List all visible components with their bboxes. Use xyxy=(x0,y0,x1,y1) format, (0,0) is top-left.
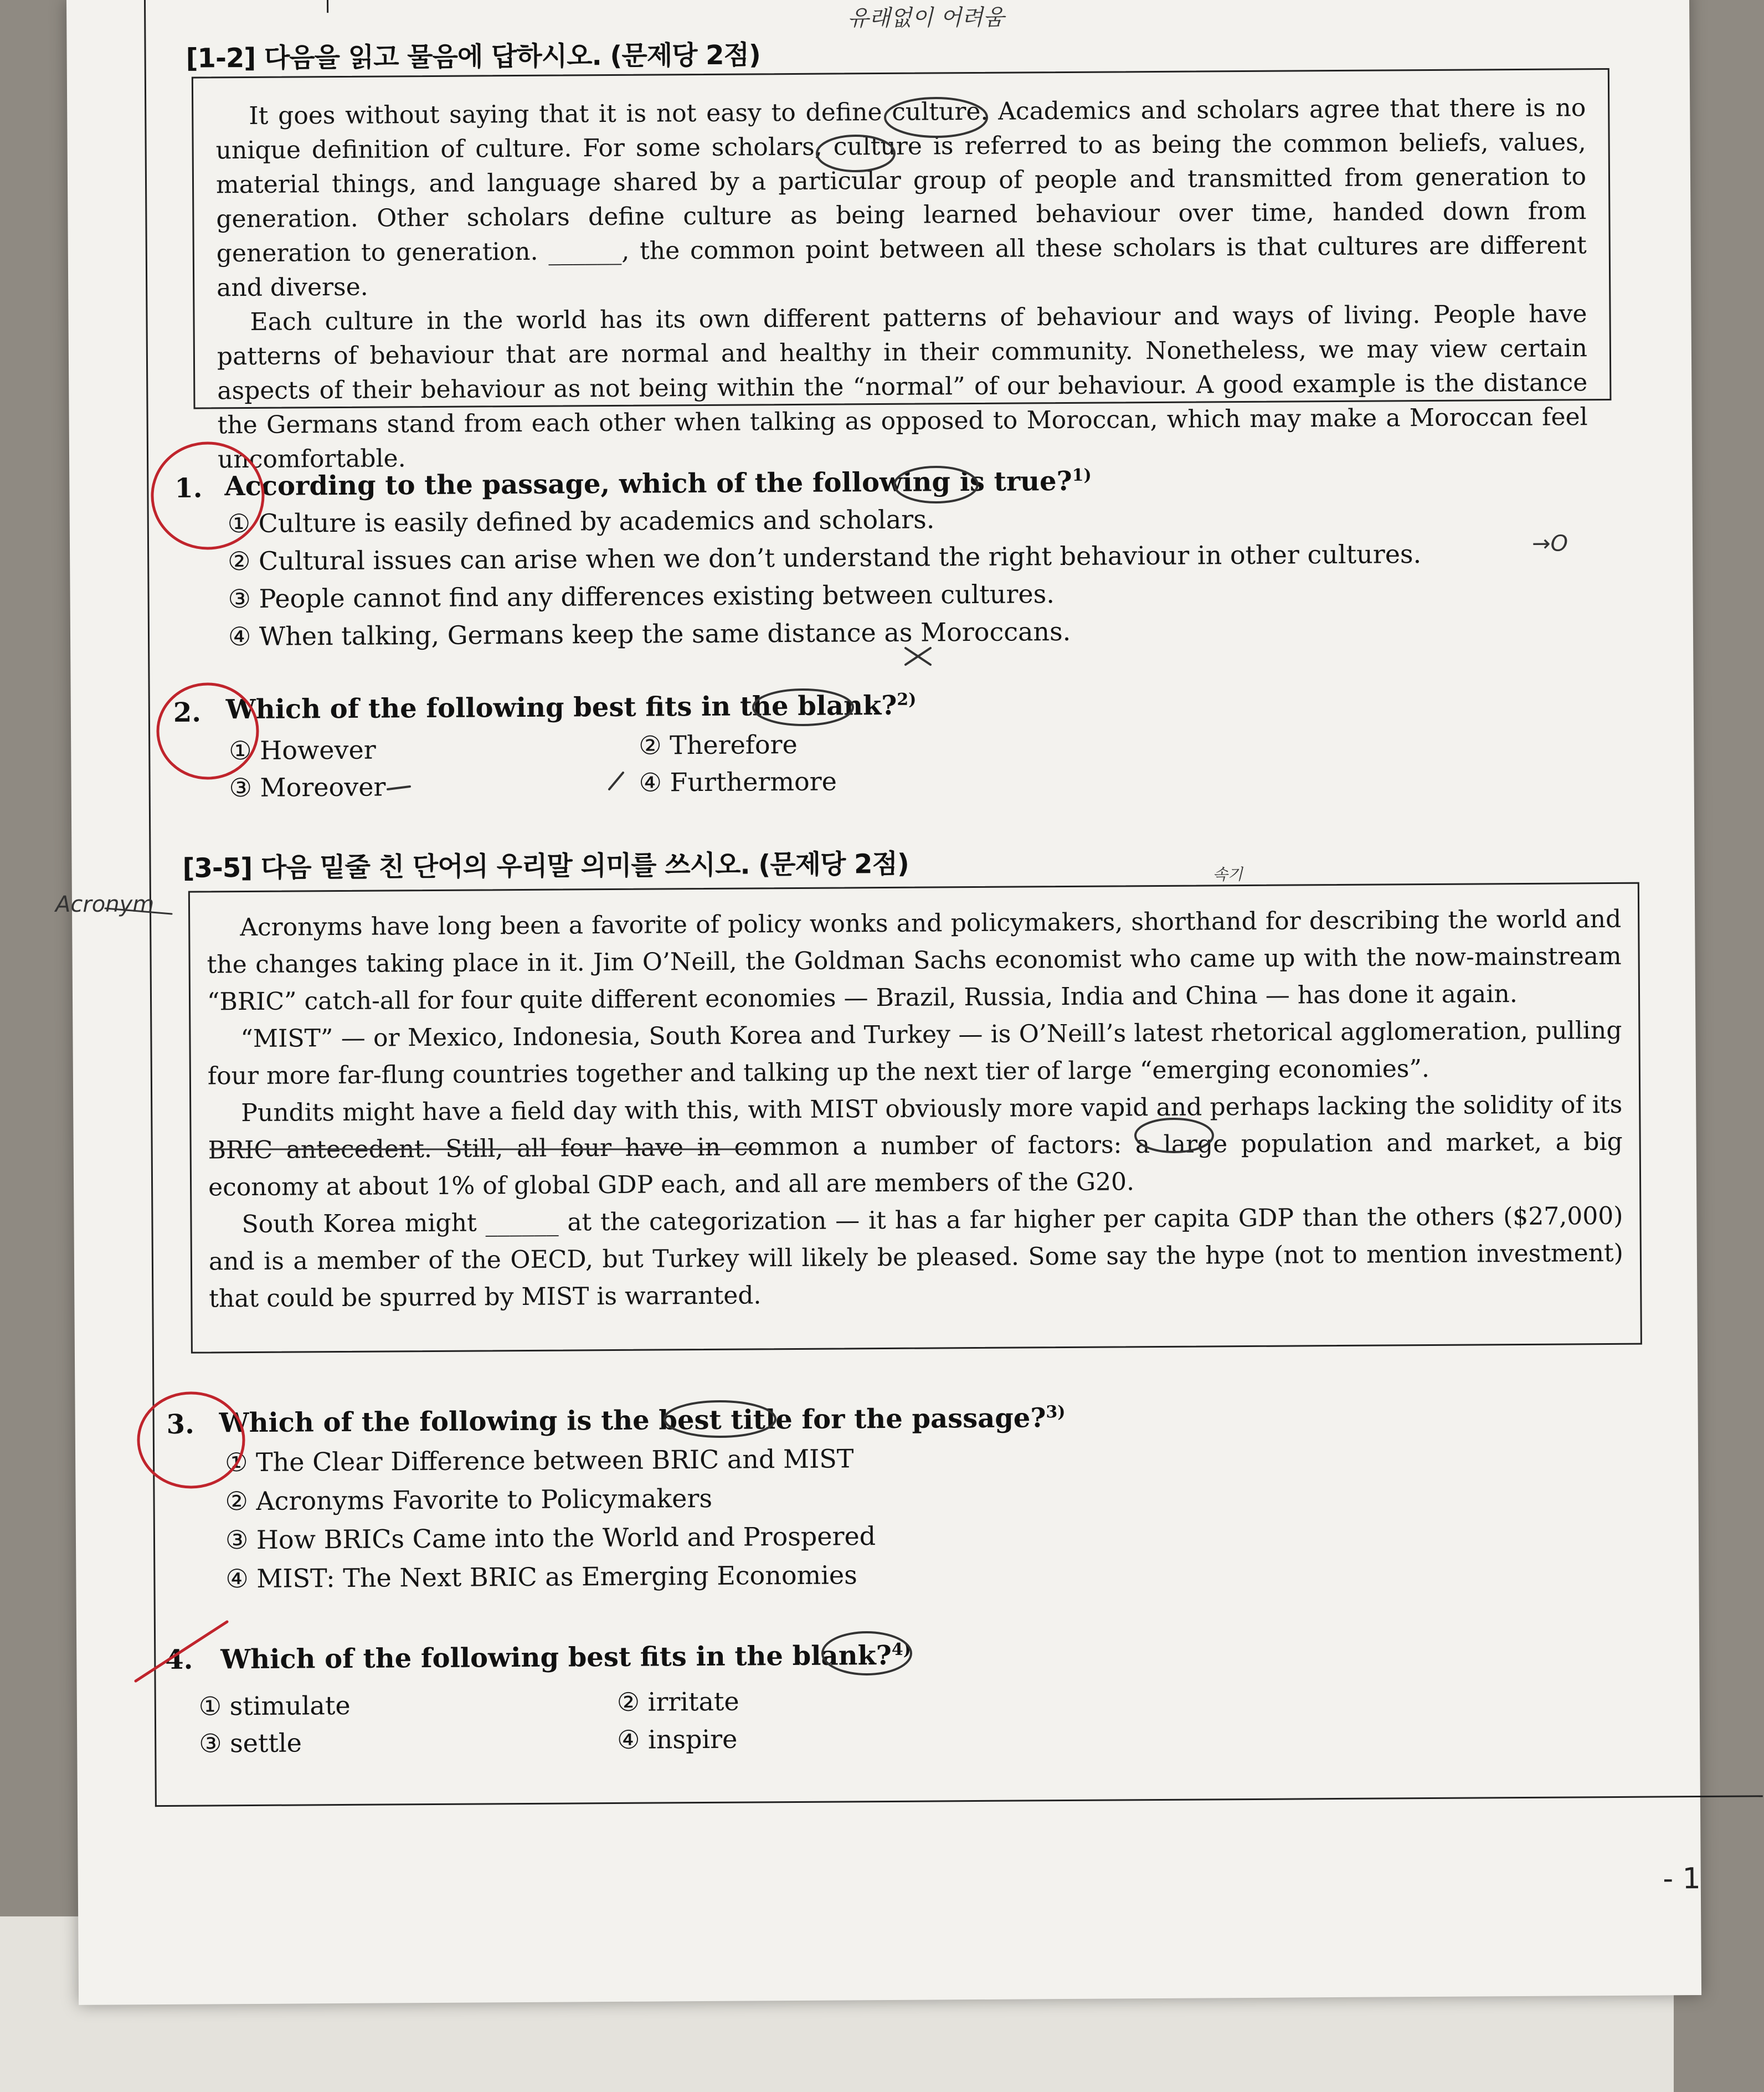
q4-option-2[interactable]: ② irritate xyxy=(616,1686,739,1717)
q1-option-2[interactable]: ② Cultural issues can arise when we don’t understand the right behaviour in other cultures. xyxy=(228,539,1422,577)
passage-1-box xyxy=(192,68,1612,474)
question-4-stem: Which of the following best fits in the blank?$^{4)}$ xyxy=(220,1639,912,1675)
handwritten-margin-note: Acronym xyxy=(55,892,155,917)
exam-sheet xyxy=(66,0,1701,2005)
section-heading-1-2: [1-2] 다음을 읽고 물음에 답하시오. (문제당 2점) xyxy=(186,39,761,74)
question-2-stem: Which of the following best fits in the blank?$^{2)}$ xyxy=(225,690,917,726)
handwritten-q1-mark: →O xyxy=(1531,531,1568,557)
handwritten-top-note: 유래없이 어려움 xyxy=(847,4,1005,32)
q3-option-1[interactable]: ① The Clear Difference between BRIC and MIST xyxy=(224,1443,854,1478)
q3-option-4[interactable]: ④ MIST: The Next BRIC as Emerging Economies xyxy=(225,1560,857,1594)
passage-2-paragraph-2: “MIST” — or Mexico, Indonesia, South Korea and Turkey — is O’Neill’s latest rhetorical agglomeration, pulling four more far-flung countries together and talking up the next tier of large “emerging economies”. xyxy=(207,1016,1622,1091)
q4-option-4[interactable]: ④ inspire xyxy=(617,1724,738,1755)
handwritten-note-shorthand: 속기 xyxy=(1212,865,1243,884)
question-1-stem: According to the passage, which of the following is true?$^{1)}$ xyxy=(224,465,1092,502)
passage-2-paragraph-1: Acronyms have long been a favorite of policy wonks and policymakers, shorthand for describing the world and the changes taking place in it. Jim O’Neill, the Goldman Sachs economist who came up with the now-mainstream “BRIC” catch-all for four quite different economies — Brazil, Russia, India and China — has done it again. xyxy=(207,904,1622,1016)
page-number: - 1 xyxy=(1663,1862,1701,1896)
q4-option-1[interactable]: ① stimulate xyxy=(198,1690,351,1721)
passage-2-paragraph-4: South Korea might ______ at the categorization — it has a far higher per capita GDP than the others ($27,000) and is a member of the OECD, but Turkey will likely be pleased. Some say the hype (not to mention investment) that could be spurred by MIST is warranted. xyxy=(208,1201,1624,1313)
question-1-number: 1. xyxy=(174,472,203,504)
q2-option-4[interactable]: ④ Furthermore xyxy=(639,766,837,798)
q1-option-3[interactable]: ③ People cannot find any differences existing between cultures. xyxy=(228,579,1055,614)
q3-option-3[interactable]: ③ How BRICs Came into the World and Prospered xyxy=(225,1521,876,1555)
q2-option-1[interactable]: ① However xyxy=(229,734,376,766)
section-heading-3-5: [3-5] 다음 밑줄 친 단어의 우리말 의미를 쓰시오. (문제당 2점) xyxy=(182,848,909,884)
passage-2-paragraph-3: Pundits might have a field day with this, with MIST obviously more vapid and perhaps lacking the solidity of its BRIC antecedent. Still, all four have in common a number of factors: a large population and market, a big economy at about 1% of global GDP each, and all are members of the G20. xyxy=(208,1090,1623,1202)
passage-1-paragraph-2: Each culture in the world has its own different patterns of behaviour and ways of living. People have patterns of behaviour that are normal and healthy in their community. Nonetheless, we may view certain aspects of their behaviour as not being within the “normal” of our behaviour. A good example is the distance the Germans stand from each other when talking as opposed to Moroccan, which may make a Moroccan feel uncomfortable. xyxy=(217,300,1588,474)
passage-2-box xyxy=(188,882,1642,1354)
question-3-stem: Which of the following is the best title for the passage?$^{3)}$ xyxy=(219,1402,1066,1439)
q2-option-2[interactable]: ② Therefore xyxy=(639,729,798,760)
q2-option-3[interactable]: ③ Moreover xyxy=(229,772,386,803)
passage-1-paragraph-1: It goes without saying that it is not easy to define culture. Academics and scholars agree that there is no unique definition of culture. For some scholars, culture is referred to as being the common beliefs, values, material things, and language shared by a particular group of people and transmitted from generation to generation. Other scholars define culture as being learned behaviour over time, handed down from generation to generation. ______, the common point between all these scholars is that cultures are different and diverse. xyxy=(215,94,1587,302)
q1-option-4[interactable]: ④ When talking, Germans keep the same distance as Moroccans. xyxy=(228,616,1071,652)
q3-option-2[interactable]: ② Acronyms Favorite to Policymakers xyxy=(225,1483,713,1517)
column-divider xyxy=(327,0,328,13)
q1-option-1[interactable]: ① Culture is easily defined by academics and scholars. xyxy=(227,504,935,539)
question-3-number: 3. xyxy=(166,1409,194,1440)
question-4-number: 4. xyxy=(165,1644,193,1675)
q4-option-3[interactable]: ③ settle xyxy=(199,1728,302,1759)
question-2-number: 2. xyxy=(173,697,202,728)
